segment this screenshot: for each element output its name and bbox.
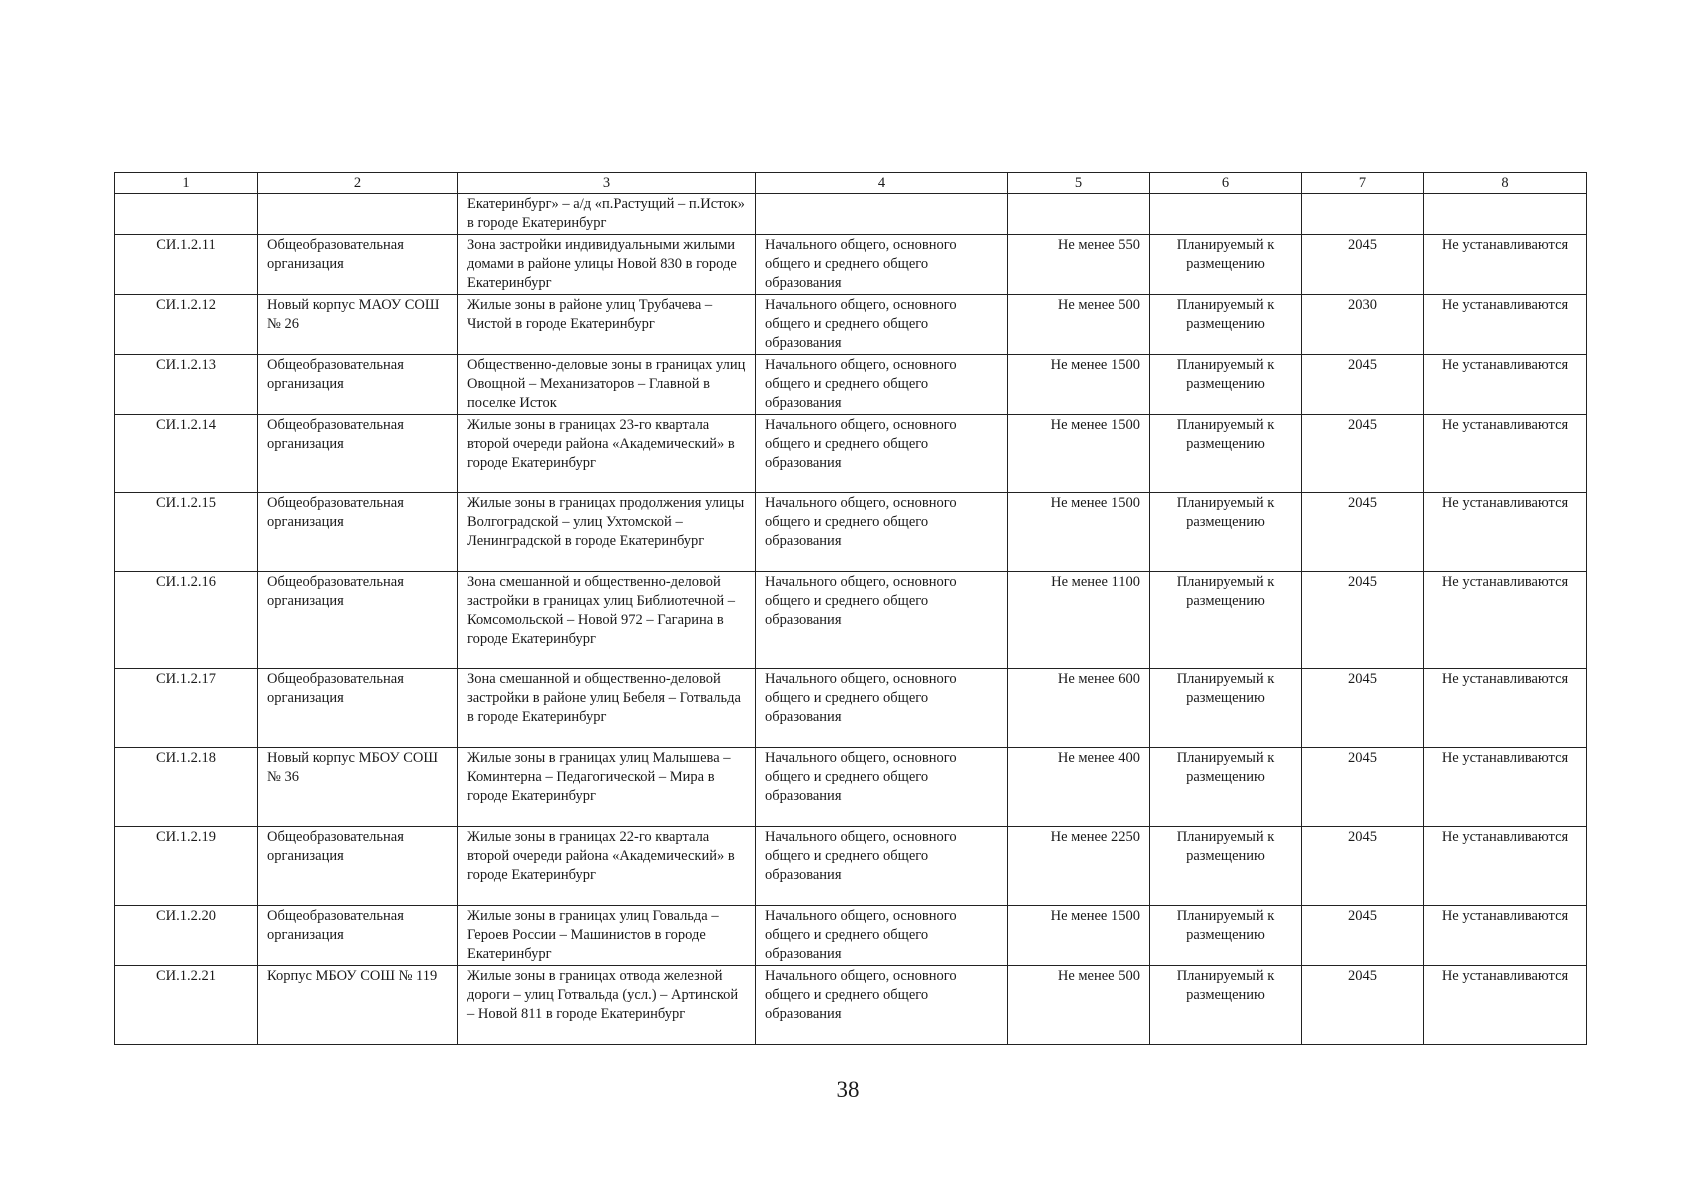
- location-cell: Зона застройки индивидуальными жилыми домами в районе улицы Новой 830 в городе Екатеринбург: [458, 235, 756, 295]
- table-row: [115, 669, 1587, 748]
- location-cell: Екатеринбург» – а/д «п.Растущий – п.Исток» в городе Екатеринбург: [458, 194, 756, 235]
- education-level-cell: Начального общего, основного общего и среднего общего образования: [756, 355, 1008, 415]
- protection-zones-cell: Не устанавливаются: [1424, 355, 1587, 415]
- location-cell: Жилые зоны в границах отвода железной дороги – улиц Готвальда (усл.) – Артинской – Новой 811 в городе Екатеринбург: [458, 966, 756, 1045]
- object-id-cell: СИ.1.2.19: [115, 827, 258, 906]
- education-level-cell: Начального общего, основного общего и среднего общего образования: [756, 906, 1008, 966]
- capacity-cell: Не менее 1500: [1008, 906, 1150, 966]
- capacity-cell: Не менее 550: [1008, 235, 1150, 295]
- location-cell: Жилые зоны в границах продолжения улицы Волгоградской – улиц Ухтомской – Ленинградской в городе Екатеринбург: [458, 493, 756, 572]
- object-id-cell: СИ.1.2.12: [115, 295, 258, 355]
- column-number-header: 3: [458, 173, 756, 194]
- capacity-cell: Не менее 1100: [1008, 572, 1150, 669]
- object-name-cell: Общеобразовательная организация: [258, 355, 458, 415]
- status-cell: Планируемый к размещению: [1150, 235, 1302, 295]
- protection-zones-cell: Не устанавливаются: [1424, 906, 1587, 966]
- year-cell: 2045: [1302, 669, 1424, 748]
- column-number-header: 8: [1424, 173, 1587, 194]
- column-number-header: 1: [115, 173, 258, 194]
- protection-zones-cell: Не устанавливаются: [1424, 235, 1587, 295]
- year-cell: 2030: [1302, 295, 1424, 355]
- table-row: [115, 194, 1587, 235]
- status-cell: Планируемый к размещению: [1150, 827, 1302, 906]
- location-cell: Жилые зоны в районе улиц Трубачева – Чистой в городе Екатеринбург: [458, 295, 756, 355]
- location-cell: Жилые зоны в границах улиц Малышева – Коминтерна – Педагогической – Мира в городе Екатеринбург: [458, 748, 756, 827]
- object-name-cell: Корпус МБОУ СОШ № 119: [258, 966, 458, 1045]
- object-id-cell: СИ.1.2.17: [115, 669, 258, 748]
- status-cell: Планируемый к размещению: [1150, 355, 1302, 415]
- protection-zones-cell: [1424, 194, 1587, 235]
- education-level-cell: Начального общего, основного общего и среднего общего образования: [756, 827, 1008, 906]
- protection-zones-cell: Не устанавливаются: [1424, 966, 1587, 1045]
- table-row: [115, 748, 1587, 827]
- object-id-cell: СИ.1.2.18: [115, 748, 258, 827]
- capacity-cell: Не менее 2250: [1008, 827, 1150, 906]
- object-id-cell: СИ.1.2.16: [115, 572, 258, 669]
- table-row: [115, 572, 1587, 669]
- protection-zones-cell: Не устанавливаются: [1424, 572, 1587, 669]
- location-cell: Зона смешанной и общественно-деловой застройки в районе улиц Бебеля – Готвальда в городе Екатеринбург: [458, 669, 756, 748]
- table-body: [115, 194, 1587, 1045]
- table-row: [115, 827, 1587, 906]
- column-number-header: 4: [756, 173, 1008, 194]
- column-number-header: 5: [1008, 173, 1150, 194]
- year-cell: 2045: [1302, 415, 1424, 493]
- object-name-cell: [258, 194, 458, 235]
- status-cell: Планируемый к размещению: [1150, 415, 1302, 493]
- object-name-cell: Общеобразовательная организация: [258, 827, 458, 906]
- capacity-cell: Не менее 600: [1008, 669, 1150, 748]
- table-row: [115, 966, 1587, 1045]
- capacity-cell: [1008, 194, 1150, 235]
- object-id-cell: СИ.1.2.15: [115, 493, 258, 572]
- object-id-cell: [115, 194, 258, 235]
- location-cell: Жилые зоны в границах 23-го квартала второй очереди района «Академический» в городе Екатеринбург: [458, 415, 756, 493]
- year-cell: 2045: [1302, 493, 1424, 572]
- object-id-cell: СИ.1.2.21: [115, 966, 258, 1045]
- education-level-cell: [756, 194, 1008, 235]
- page-number: 38: [836, 1077, 860, 1102]
- education-level-cell: Начального общего, основного общего и среднего общего образования: [756, 493, 1008, 572]
- education-level-cell: Начального общего, основного общего и среднего общего образования: [756, 572, 1008, 669]
- capacity-cell: Не менее 500: [1008, 966, 1150, 1045]
- column-number-header: 7: [1302, 173, 1424, 194]
- table-row: [115, 295, 1587, 355]
- protection-zones-cell: Не устанавливаются: [1424, 669, 1587, 748]
- object-name-cell: Общеобразовательная организация: [258, 235, 458, 295]
- table-row: [115, 355, 1587, 415]
- status-cell: Планируемый к размещению: [1150, 966, 1302, 1045]
- capacity-cell: Не менее 400: [1008, 748, 1150, 827]
- object-id-cell: СИ.1.2.20: [115, 906, 258, 966]
- location-cell: Общественно-деловые зоны в границах улиц Овощной – Механизаторов – Главной в поселке Исток: [458, 355, 756, 415]
- table-row: [115, 415, 1587, 493]
- column-number-header: 6: [1150, 173, 1302, 194]
- object-name-cell: Общеобразовательная организация: [258, 572, 458, 669]
- object-name-cell: Общеобразовательная организация: [258, 669, 458, 748]
- year-cell: 2045: [1302, 748, 1424, 827]
- object-id-cell: СИ.1.2.14: [115, 415, 258, 493]
- status-cell: Планируемый к размещению: [1150, 669, 1302, 748]
- status-cell: Планируемый к размещению: [1150, 906, 1302, 966]
- capacity-cell: Не менее 1500: [1008, 415, 1150, 493]
- table-row: [115, 906, 1587, 966]
- object-name-cell: Общеобразовательная организация: [258, 415, 458, 493]
- education-level-cell: Начального общего, основного общего и среднего общего образования: [756, 415, 1008, 493]
- protection-zones-cell: Не устанавливаются: [1424, 493, 1587, 572]
- year-cell: 2045: [1302, 906, 1424, 966]
- year-cell: [1302, 194, 1424, 235]
- protection-zones-cell: Не устанавливаются: [1424, 415, 1587, 493]
- education-level-cell: Начального общего, основного общего и среднего общего образования: [756, 748, 1008, 827]
- protection-zones-cell: Не устанавливаются: [1424, 748, 1587, 827]
- education-level-cell: Начального общего, основного общего и среднего общего образования: [756, 669, 1008, 748]
- status-cell: Планируемый к размещению: [1150, 572, 1302, 669]
- year-cell: 2045: [1302, 355, 1424, 415]
- table-row: [115, 493, 1587, 572]
- protection-zones-cell: Не устанавливаются: [1424, 827, 1587, 906]
- object-name-cell: Новый корпус МБОУ СОШ № 36: [258, 748, 458, 827]
- location-cell: Жилые зоны в границах улиц Говальда – Героев России – Машинистов в городе Екатеринбург: [458, 906, 756, 966]
- object-id-cell: СИ.1.2.13: [115, 355, 258, 415]
- object-name-cell: Общеобразовательная организация: [258, 493, 458, 572]
- education-level-cell: Начального общего, основного общего и среднего общего образования: [756, 295, 1008, 355]
- object-name-cell: Новый корпус МАОУ СОШ № 26: [258, 295, 458, 355]
- object-name-cell: Общеобразовательная организация: [258, 906, 458, 966]
- education-level-cell: Начального общего, основного общего и среднего общего образования: [756, 235, 1008, 295]
- capacity-cell: Не менее 500: [1008, 295, 1150, 355]
- status-cell: Планируемый к размещению: [1150, 748, 1302, 827]
- capacity-cell: Не менее 1500: [1008, 493, 1150, 572]
- table-row: [115, 235, 1587, 295]
- column-number-header: 2: [258, 173, 458, 194]
- status-cell: Планируемый к размещению: [1150, 493, 1302, 572]
- column-number-row: [115, 173, 1587, 194]
- year-cell: 2045: [1302, 235, 1424, 295]
- protection-zones-cell: Не устанавливаются: [1424, 295, 1587, 355]
- status-cell: Планируемый к размещению: [1150, 295, 1302, 355]
- status-cell: [1150, 194, 1302, 235]
- location-cell: Зона смешанной и общественно-деловой застройки в границах улиц Библиотечной – Комсомольской – Новой 972 – Гагарина в городе Екатеринбург: [458, 572, 756, 669]
- object-id-cell: СИ.1.2.11: [115, 235, 258, 295]
- year-cell: 2045: [1302, 827, 1424, 906]
- education-level-cell: Начального общего, основного общего и среднего общего образования: [756, 966, 1008, 1045]
- objects-table: [114, 172, 1587, 1045]
- capacity-cell: Не менее 1500: [1008, 355, 1150, 415]
- year-cell: 2045: [1302, 572, 1424, 669]
- location-cell: Жилые зоны в границах 22-го квартала второй очереди района «Академический» в городе Екатеринбург: [458, 827, 756, 906]
- year-cell: 2045: [1302, 966, 1424, 1045]
